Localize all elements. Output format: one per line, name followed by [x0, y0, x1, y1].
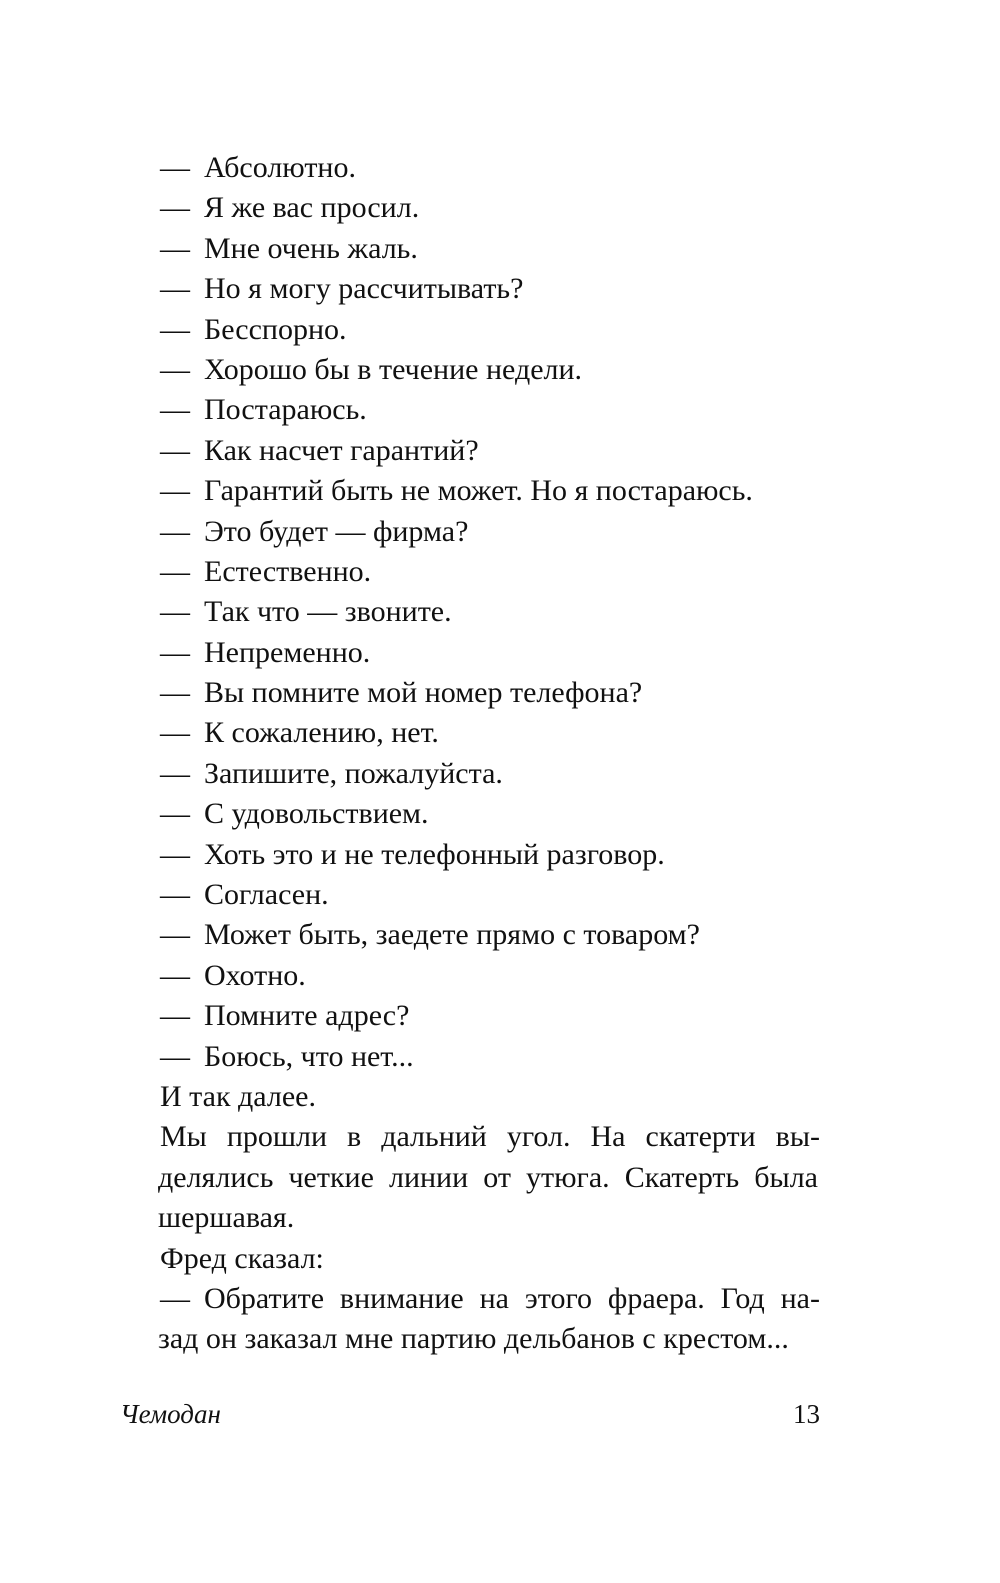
dialogue-dash: —: [160, 797, 190, 831]
paragraph-line: зад он заказал мне партию дельбанов с крестом...: [158, 1322, 789, 1356]
dialogue-dash: —: [160, 756, 190, 790]
page-number: 13: [793, 1399, 820, 1429]
dialogue-dash: —: [160, 918, 190, 952]
paragraph-line: Мы прошли в дальний угол. На скатерти вы-: [160, 1120, 820, 1154]
dialogue-line: [160, 835, 820, 875]
dialogue-text: Так что — звоните.: [204, 595, 452, 629]
dialogue-dash: —: [160, 151, 190, 184]
dialogue-text: Мне очень жаль.: [204, 231, 418, 265]
dialogue-line: [160, 956, 820, 996]
dialogue-dash: —: [160, 958, 190, 992]
dialogue-text: Гарантий быть не может. Но я постараюсь.: [204, 474, 753, 508]
dialogue-text: Естественно.: [204, 554, 372, 588]
dialogue-line: [160, 673, 820, 713]
paragraph-line: делялись четкие линии от утюга. Скатерть была: [158, 1160, 818, 1194]
dialogue-line: [160, 390, 820, 430]
dialogue-dash: —: [160, 191, 190, 225]
dialogue-text: Хоть это и не телефонный разговор.: [204, 837, 665, 871]
dialogue-text: Согласен.: [204, 878, 329, 912]
dialogue-dash: —: [160, 352, 190, 386]
dialogue-dash: —: [160, 1281, 190, 1315]
dialogue-list: [160, 148, 820, 1077]
dialogue-text: Вы помните мой номер телефона?: [204, 676, 643, 710]
dialogue-text: Может быть, заедете прямо с товаром?: [204, 918, 700, 952]
dialogue-line: [160, 1279, 820, 1319]
dialogue-text: К сожалению, нет.: [204, 716, 439, 750]
dialogue-dash: —: [160, 716, 190, 750]
dialogue-dash: —: [160, 231, 190, 265]
dialogue-line: [160, 754, 820, 794]
dialogue-line: [160, 552, 820, 592]
dialogue-text: Абсолютно.: [204, 151, 356, 184]
dialogue-text: Как насчет гарантий?: [204, 433, 479, 467]
dialogue-text: Но я могу рассчитывать?: [204, 272, 524, 306]
dialogue-text: Постараюсь.: [204, 393, 367, 427]
dialogue-text: Боюсь, что нет...: [204, 1039, 414, 1073]
dialogue-line: [160, 310, 820, 350]
dialogue-text: Непременно.: [204, 635, 371, 669]
dialogue-text: Бесспорно.: [204, 312, 347, 346]
dialogue-dash: —: [160, 393, 190, 427]
dialogue-line: [160, 148, 820, 188]
dialogue-line: [160, 1037, 820, 1077]
dialogue-text: Это будет — фирма?: [204, 514, 469, 548]
dialogue-line: [160, 350, 820, 390]
dialogue-line: [160, 512, 820, 552]
dialogue-line: [160, 915, 820, 955]
dialogue-line: [160, 592, 820, 632]
dialogue-line: [160, 269, 820, 309]
page-body: [160, 148, 820, 1360]
dialogue-line: [160, 188, 820, 228]
dialogue-text: Я же вас просил.: [204, 191, 420, 225]
dialogue-line: [160, 431, 820, 471]
dialogue-line: [160, 229, 820, 269]
dialogue-dash: —: [160, 554, 190, 588]
dialogue-dash: —: [160, 433, 190, 467]
paragraph-line: шершавая.: [158, 1201, 295, 1235]
dialogue-dash: —: [160, 474, 190, 508]
dialogue-dash: —: [160, 999, 190, 1033]
dialogue-dash: —: [160, 878, 190, 912]
dialogue-text: Охотно.: [204, 958, 306, 992]
dialogue-dash: —: [160, 837, 190, 871]
dialogue-dash: —: [160, 312, 190, 346]
dialogue-line: [160, 875, 820, 915]
dialogue-text: С удовольствием.: [204, 797, 429, 831]
dialogue-dash: —: [160, 635, 190, 669]
dialogue-dash: —: [160, 514, 190, 548]
narrative-line-and-so-on: И так далее.: [160, 1079, 316, 1113]
dialogue-line: [160, 713, 820, 753]
dialogue-text: Запишите, пожалуйста.: [204, 756, 503, 790]
dialogue-line: [160, 996, 820, 1036]
dialogue-dash: —: [160, 1039, 190, 1073]
dialogue-line: [160, 471, 820, 511]
narrative-line-fred-said: Фред сказал:: [160, 1241, 324, 1275]
dialogue-line: [160, 633, 820, 673]
dialogue-dash: —: [160, 272, 190, 306]
dialogue-line: [160, 794, 820, 834]
dialogue-text: Хорошо бы в течение недели.: [204, 352, 583, 386]
dialogue-dash: —: [160, 676, 190, 710]
dialogue-text: Обратите внимание на этого фраера. Год на-: [204, 1281, 820, 1315]
dialogue-text: Помните адрес?: [204, 999, 410, 1033]
dialogue-dash: —: [160, 595, 190, 629]
running-title: Чемодан: [120, 1399, 221, 1429]
